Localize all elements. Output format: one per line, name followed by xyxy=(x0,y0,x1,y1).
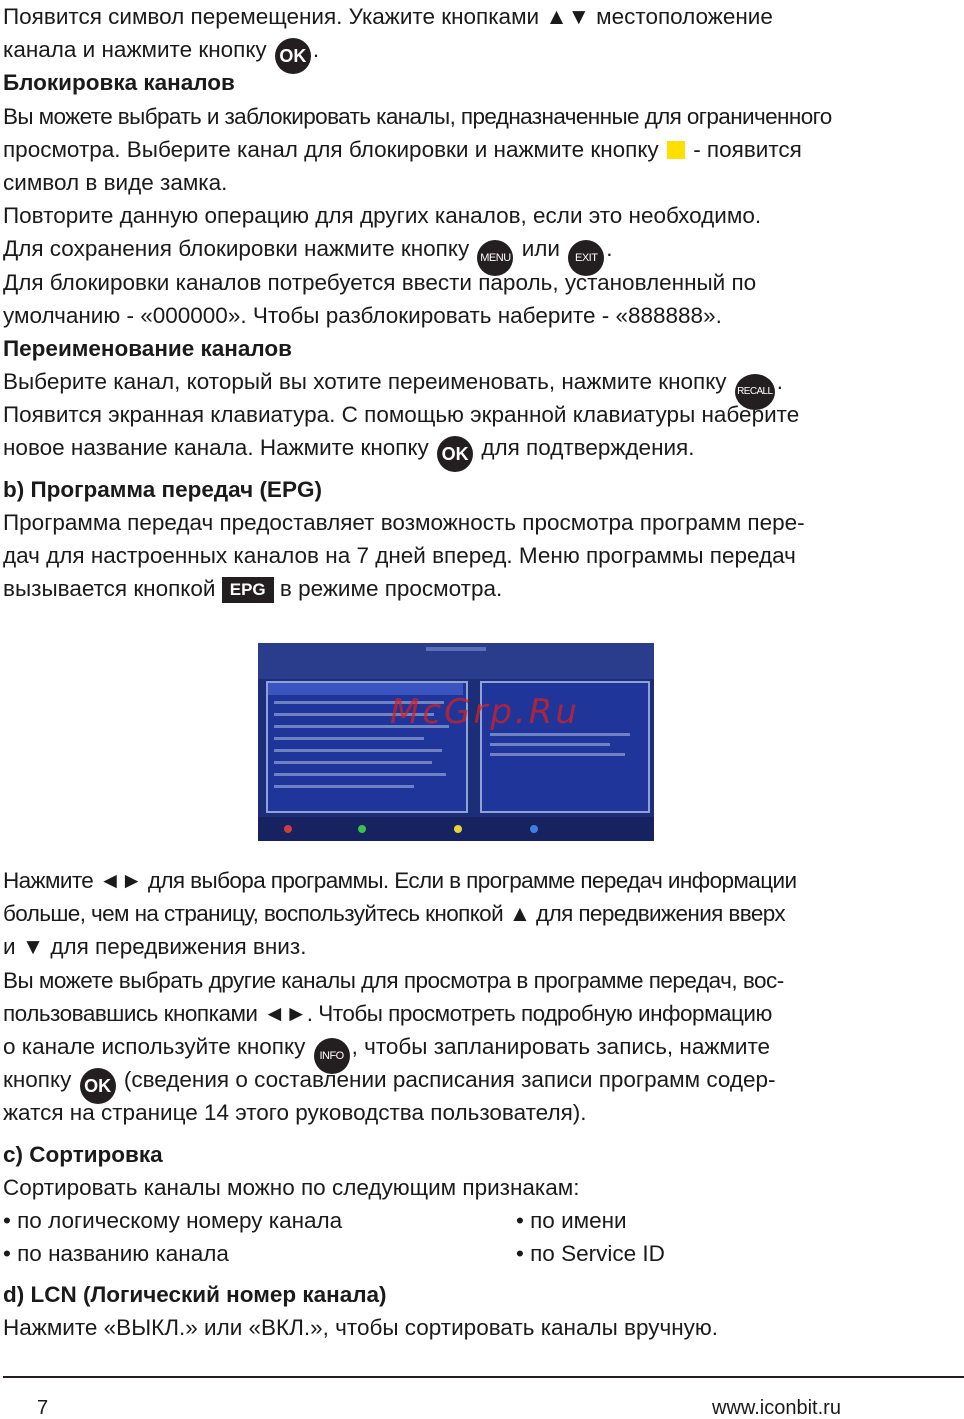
up-down-arrows: ▲▼ xyxy=(545,4,590,29)
text-line: жатся на странице 14 этого руководства пользователя). xyxy=(3,1100,587,1126)
page-number: 7 xyxy=(37,1397,49,1419)
text-line: умолчанию - «000000». Чтобы разблокировать наберите - «888888». xyxy=(3,302,722,328)
watermark: McGrp.Ru xyxy=(390,692,580,732)
text-line: Для сохранения блокировки нажмите кнопку MENU или EXIT . xyxy=(3,232,908,265)
section-heading-epg: b) Программа передач (EPG) xyxy=(3,476,322,502)
text-line: Появится экранная клавиатура. С помощью экранной клавиатуры наберите xyxy=(3,402,800,428)
sort-option-service-id: • по Service ID xyxy=(516,1241,665,1267)
text-line: Нажмите «ВЫКЛ.» или «ВКЛ.», чтобы сортировать каналы вручную. xyxy=(3,1315,719,1341)
left-right-arrows: ◄► xyxy=(98,868,143,893)
epg-screenshot xyxy=(258,643,654,841)
text-line: и ▼ для передвижения вниз. xyxy=(3,934,307,960)
text-line: Программа передач предоставляет возможность просмотра программ пере- xyxy=(3,509,805,535)
ok-button-icon: OK xyxy=(275,38,311,74)
down-arrow: ▼ xyxy=(21,934,45,960)
text-line: Появится символ перемещения. Укажите кнопками ▲▼ местоположение xyxy=(3,4,773,29)
info-button-icon: INFO xyxy=(314,1038,350,1074)
text-line: символ в виде замка. xyxy=(3,169,228,195)
epg-button-icon: EPG xyxy=(222,577,274,603)
manual-page-lower xyxy=(3,864,908,1345)
sort-option-lcn: • по логическому номеру канала xyxy=(3,1207,343,1233)
text-line: вызывается кнопкой EPG в режиме просмотра. xyxy=(3,576,503,602)
text-line: о канале используйте кнопку INFO , чтобы запланировать запись, нажмите xyxy=(3,1030,908,1063)
text-line: просмотра. Выберите канал для блокировки и нажмите кнопку - появится xyxy=(3,136,802,162)
left-right-arrows: ◄► xyxy=(263,1000,307,1026)
text-line: Вы можете выбрать и заблокировать каналы, предназначенные для ограниченного xyxy=(3,103,832,129)
menu-button-icon: MENU xyxy=(477,240,513,276)
text-line: Нажмите ◄► для выбора программы. Если в программе передач информации xyxy=(3,868,797,893)
section-heading-sort: c) Сортировка xyxy=(3,1141,163,1167)
manual-page xyxy=(3,0,908,605)
text-line: новое название канала. Нажмите кнопку OK для подтверждения. xyxy=(3,431,908,464)
text-line: канала и нажмите кнопку OK . xyxy=(3,33,908,66)
text-line: дач для настроенных каналов на 7 дней вперед. Меню программы передач xyxy=(3,543,796,568)
footer-rule xyxy=(3,1376,964,1378)
recall-button-icon: RECALL xyxy=(735,374,775,410)
sort-options-row xyxy=(3,1237,908,1270)
up-arrow: ▲ xyxy=(508,901,531,927)
text-line: пользовавшись кнопками ◄►. Чтобы просмотреть подробную информацию xyxy=(3,1000,772,1026)
ok-button-icon: OK xyxy=(437,436,473,472)
text-line: Сортировать каналы можно по следующим признакам: xyxy=(3,1174,580,1200)
section-heading-rename: Переименование каналов xyxy=(3,335,292,361)
text-line: Вы можете выбрать другие каналы для просмотра в программе передач, вос- xyxy=(3,967,784,993)
footer-site: www.iconbit.ru xyxy=(712,1397,841,1419)
text-line: Для блокировки каналов потребуется ввести пароль, установленный по xyxy=(3,269,757,295)
exit-button-icon: EXIT xyxy=(568,240,604,276)
section-heading-lock: Блокировка каналов xyxy=(3,70,235,96)
yellow-button-icon xyxy=(667,141,685,159)
sort-option-channel-name: • по названию канала xyxy=(3,1241,229,1267)
text-line: кнопку OK (сведения о составлении расписания записи программ содер- xyxy=(3,1063,908,1096)
text-line: больше, чем на страницу, воспользуйтесь кнопкой ▲ для передвижения вверх xyxy=(3,901,786,927)
sort-option-name: • по имени xyxy=(516,1207,627,1233)
section-heading-lcn: d) LCN (Логический номер канала) xyxy=(3,1282,387,1308)
sort-options-row xyxy=(3,1204,908,1237)
text-line: Повторите данную операцию для других каналов, если это необходимо. xyxy=(3,203,762,229)
text-line: Выберите канал, который вы хотите переименовать, нажмите кнопку RECALL . xyxy=(3,365,908,398)
ok-button-icon: OK xyxy=(80,1068,116,1104)
